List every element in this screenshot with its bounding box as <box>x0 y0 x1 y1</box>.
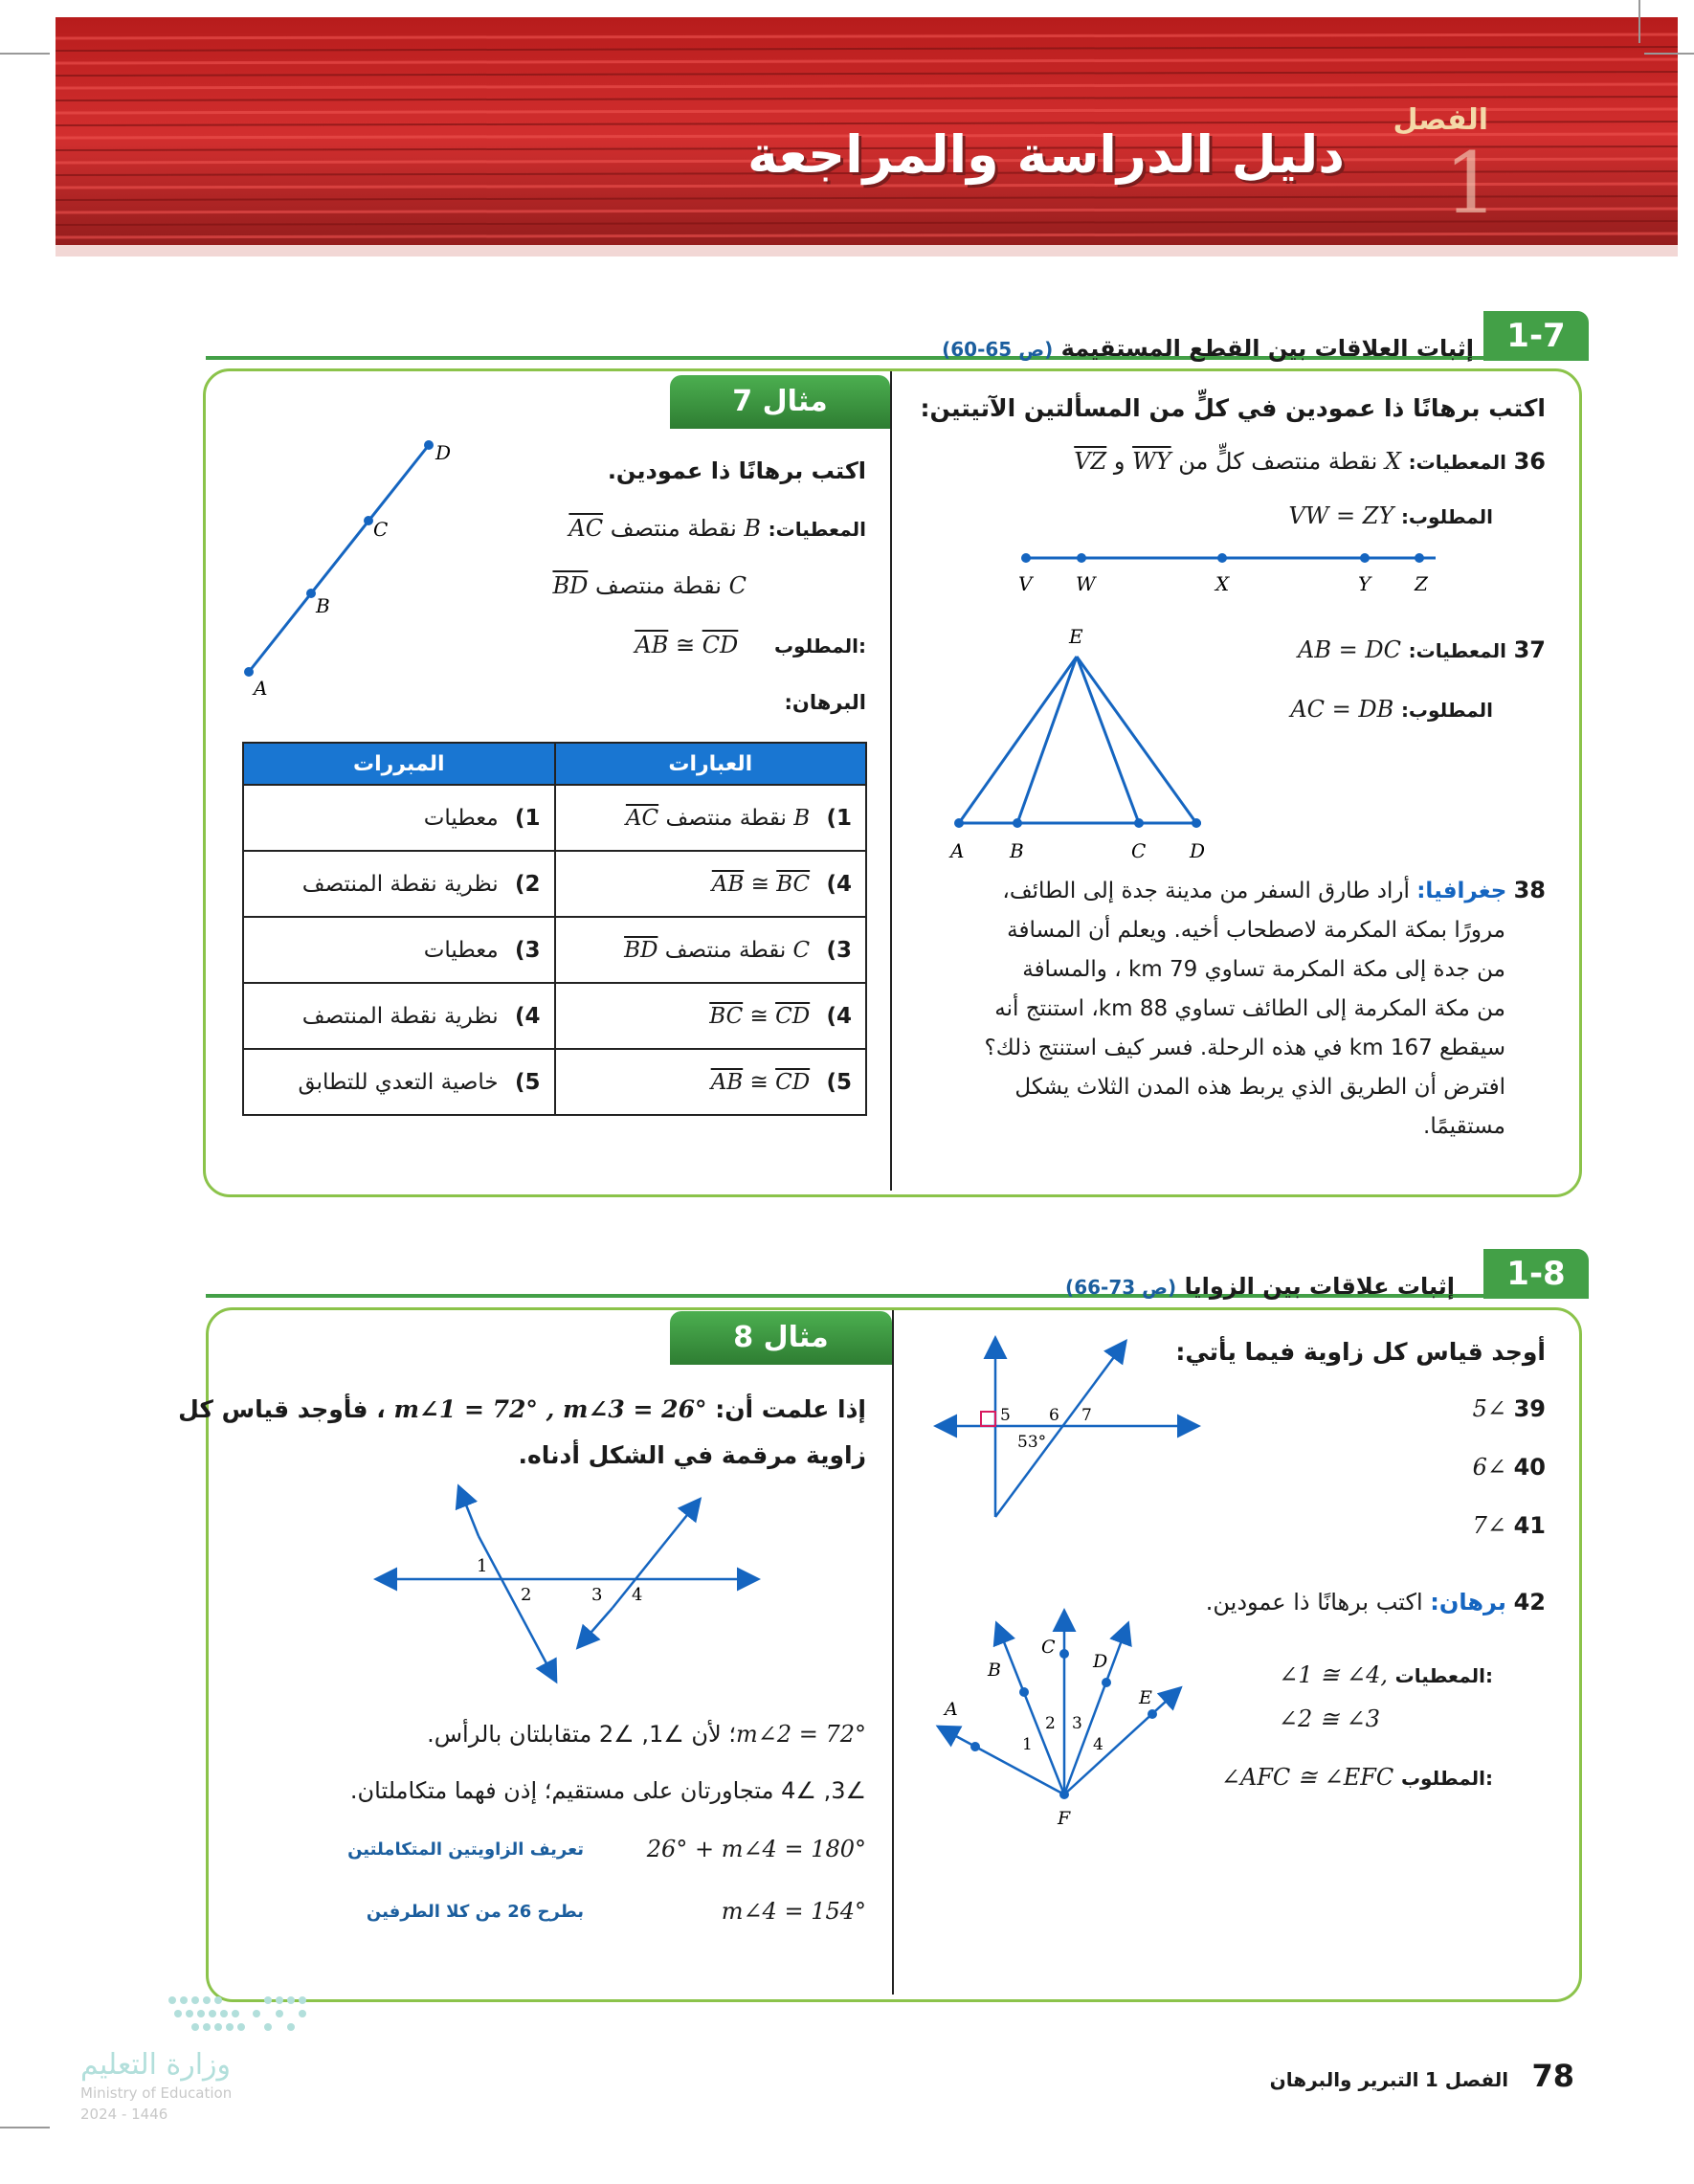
point-b: B <box>744 515 762 542</box>
step-4-reason: بطرح 26 من كلا الطرفين <box>366 1902 584 1922</box>
solution-step-3: 26° + m∠4 = 180° <box>646 1836 866 1862</box>
point-x <box>1217 553 1227 563</box>
reason-text: نظرية نقطة المنتصف <box>301 871 499 897</box>
angle: ∠5 <box>1472 1395 1506 1422</box>
section-title-text: إثبات العلاقات بين القطع المستقيمة <box>1060 335 1474 362</box>
angle-label-7: 7 <box>1081 1406 1092 1425</box>
ministry-logo <box>163 1991 316 2039</box>
label-e: E <box>1139 1687 1152 1708</box>
problem-42-given-2 <box>1279 1705 1380 1732</box>
segment-vz: VZ <box>1074 448 1107 475</box>
given-label: المعطيات: <box>1394 1664 1493 1687</box>
given-statement: ∠2 ≅ ∠3 <box>1278 1705 1380 1732</box>
congruent-symbol: ≅ <box>675 632 696 658</box>
statement-cell <box>555 1049 867 1115</box>
reason-cell <box>243 917 555 983</box>
label-c: C <box>1131 839 1147 862</box>
ministry-name-ar: وزارة التعليم <box>80 2048 232 2082</box>
segment-ab: $\overline{AB}$ <box>635 632 669 658</box>
problem-37-given <box>1298 636 1546 663</box>
problem-42-given <box>1279 1661 1493 1688</box>
intro-math: m∠1 = 72° , m∠3 = 26° <box>393 1395 707 1423</box>
example-8-figure <box>373 1483 766 1689</box>
table-row <box>243 1049 866 1115</box>
label-d: D <box>1093 1651 1108 1672</box>
angle-label-4: 4 <box>1093 1735 1103 1754</box>
row-number: 5) <box>514 1069 541 1095</box>
given-label: المعطيات: <box>1408 451 1506 474</box>
instruction: اكتب برهانًا ذا عمودين في كلٍّ من المسألتين الآتيتين: <box>920 394 1546 422</box>
topic-label: برهان: <box>1430 1589 1506 1616</box>
column-divider <box>890 371 892 1191</box>
label-z: Z <box>1415 572 1428 595</box>
reason-text: معطيات <box>423 805 499 831</box>
congruent-symbol: ≅ <box>750 871 769 897</box>
statement-text: نقطة منتصف <box>665 805 787 831</box>
row-number: 4) <box>826 871 852 897</box>
problem-number: 39 <box>1513 1395 1546 1422</box>
label-y: Y <box>1358 572 1371 595</box>
problem-38-line <box>952 871 1546 911</box>
angle-label-4: 4 <box>632 1585 643 1605</box>
angle: ∠7 <box>1472 1512 1506 1539</box>
example-7-figure <box>230 431 479 708</box>
row-number: 5) <box>826 1069 852 1095</box>
problem-37-prove <box>1290 696 1493 723</box>
row-number: 4) <box>514 1003 541 1029</box>
problem-number: 41 <box>1513 1512 1546 1539</box>
page-title: دليل الدراسة والمراجعة <box>747 124 1345 185</box>
segment-wy: WY <box>1132 448 1171 475</box>
reason-text: نظرية نقطة المنتصف <box>301 1003 499 1029</box>
row-number: 2) <box>514 871 541 897</box>
example-tab: مثال 8 <box>670 1311 892 1365</box>
section-pages: (ص 73-66) <box>1065 1276 1177 1299</box>
angle-label-2: 2 <box>1045 1714 1056 1733</box>
label-e: E <box>1069 625 1083 648</box>
footer-chapter-title: التبرير والبرهان <box>1269 2068 1419 2091</box>
label-b: B <box>988 1660 1001 1681</box>
problem-number: 38 <box>1513 877 1546 903</box>
problem-36-prove <box>1288 502 1493 529</box>
row-number: 3) <box>514 937 541 963</box>
step-3-reason: تعريف الزاويتين المتكاملتين <box>347 1839 584 1860</box>
step-text: ؛ لأن ∠1, ∠2 متقابلتان بالرأس. <box>427 1721 736 1748</box>
crop-mark <box>1638 0 1640 43</box>
label-d: D <box>1190 839 1206 862</box>
label-b: B <box>316 594 330 617</box>
problem-39 <box>1473 1395 1546 1422</box>
point: C <box>792 937 811 963</box>
label-a: A <box>945 1699 958 1720</box>
segment: $\overline{BC}$ <box>776 871 811 897</box>
prove-statement: AC = DB <box>1290 696 1394 723</box>
text-line: سيقطع 167 km في هذه الرحلة. فسر كيف استنتج ذلك؟ <box>984 1036 1505 1060</box>
segment: AC <box>625 805 659 831</box>
problem-text: اكتب برهانًا ذا عمودين. <box>1205 1589 1423 1616</box>
point-c: C <box>728 572 747 599</box>
segment-ac: AC <box>568 515 604 542</box>
problem-42 <box>1206 1589 1546 1616</box>
table-row <box>243 785 866 851</box>
congruent-symbol: ≅ <box>749 1069 769 1095</box>
row-number: 3) <box>826 937 852 963</box>
example-prove <box>635 632 866 658</box>
section-title-text: إثبات علاقات بين الزوايا <box>1184 1273 1455 1300</box>
prove-statement: VW = ZY <box>1288 502 1394 529</box>
example-intro-line-1 <box>178 1395 866 1423</box>
problem-number: 40 <box>1513 1454 1546 1481</box>
reason-cell <box>243 1049 555 1115</box>
table-row <box>243 851 866 917</box>
point-w <box>1077 553 1086 563</box>
angle-label-5: 5 <box>1000 1406 1011 1425</box>
angle-label-3: 3 <box>591 1585 603 1605</box>
problem-number: 42 <box>1513 1589 1546 1616</box>
row-number: 1) <box>514 805 541 831</box>
angle-label-53: 53° <box>1017 1433 1047 1452</box>
label-b: B <box>1010 839 1024 862</box>
reason-cell <box>243 785 555 851</box>
given-label: المعطيات: <box>768 518 866 541</box>
intro-text: إذا علمت أن: <box>715 1395 866 1423</box>
proof-table <box>242 742 867 1116</box>
instruction: أوجد قياس كل زاوية فيما يأتي: <box>1175 1338 1546 1366</box>
section-number: 1-7 <box>1483 311 1589 361</box>
segment: BD <box>624 937 658 963</box>
problem-number: 36 <box>1513 448 1546 475</box>
right-angle-mark <box>981 1412 995 1426</box>
table-row <box>243 917 866 983</box>
example-given-1 <box>568 515 866 542</box>
point: B <box>793 805 811 831</box>
statement-cell <box>555 917 867 983</box>
footer-chapter: الفصل 1 <box>1424 2068 1509 2091</box>
label-d: D <box>435 441 452 464</box>
example-given-2 <box>552 572 747 599</box>
given-statement: AB = DC <box>1298 636 1401 663</box>
problem-41 <box>1473 1512 1546 1539</box>
label-c: C <box>373 518 389 541</box>
problem-42-prove <box>1221 1764 1493 1791</box>
segment: $\overline{AB}$ <box>711 871 745 897</box>
edition-year: 2024 - 1446 <box>80 2106 168 2123</box>
problem-38 <box>952 871 1546 1147</box>
label-c: C <box>1041 1637 1056 1658</box>
intro-text: ، فأوجد قياس كل <box>178 1395 386 1423</box>
problem-40 <box>1473 1454 1546 1481</box>
section-pages: (ص 65-60) <box>942 338 1054 361</box>
point-v <box>1021 553 1031 563</box>
label-v: V <box>1018 572 1033 595</box>
crop-mark <box>0 2127 50 2128</box>
segment: $\overline{CD}$ <box>775 1003 811 1029</box>
angle-label-1: 1 <box>477 1556 488 1576</box>
prove-label: المطلوب: <box>1400 505 1493 528</box>
given-text: نقطة منتصف كلٍّ من <box>1178 448 1378 475</box>
text-line: أراد طارق السفر من مدينة جدة إلى الطائف، <box>1002 879 1410 903</box>
text-line: افترض أن الطريق الذي يربط هذه المدن الثلاث يشكل <box>1014 1075 1505 1100</box>
example-instruction: اكتب برهانًا ذا عمودين. <box>607 457 866 484</box>
col-statements: العبارات <box>555 743 867 785</box>
point-y <box>1360 553 1370 563</box>
page-number: 78 <box>1531 2058 1574 2094</box>
example-intro-line-2: زاوية مرقمة في الشكل أدناه. <box>518 1441 866 1469</box>
topic-label: جغرافيا: <box>1416 879 1507 903</box>
segment: $\overline{CD}$ <box>775 1069 811 1095</box>
point-z <box>1415 553 1424 563</box>
prove-statement: ∠AFC ≅ ∠EFC <box>1220 1764 1394 1791</box>
angle-label-1: 1 <box>1022 1735 1033 1754</box>
chapter-label: الفصل <box>1393 103 1488 137</box>
given-statement: ∠1 ≅ ∠4, <box>1279 1661 1389 1688</box>
given-text: نقطة منتصف <box>594 572 722 599</box>
section-title <box>942 335 1474 362</box>
label-w: W <box>1076 572 1096 595</box>
row-number: 1) <box>826 805 852 831</box>
and-text: و <box>1113 448 1126 475</box>
label-a: A <box>950 839 965 862</box>
column-divider <box>892 1310 894 1995</box>
segment-bd: BD <box>552 572 589 599</box>
crop-mark <box>0 53 50 55</box>
problem-42-figure <box>928 1608 1206 1847</box>
label-x: X <box>1215 572 1230 595</box>
step-math: m∠2 = 72° <box>735 1721 866 1748</box>
solution-step-1 <box>427 1721 866 1748</box>
reason-text: خاصية التعدي للتطابق <box>298 1069 499 1095</box>
solution-step-4: m∠4 = 154° <box>721 1898 866 1925</box>
statement-cell <box>555 851 867 917</box>
text-line: مرورًا بمكة المكرمة لاصطحاب أخيه. ويعلم أن المسافة <box>1007 918 1505 943</box>
chapter-number: 1 <box>1444 134 1498 233</box>
given-text: نقطة منتصف <box>610 515 737 542</box>
prove-label: المطلوب: <box>773 635 866 657</box>
prove-label: المطلوب: <box>1400 699 1493 722</box>
reason-cell <box>243 983 555 1049</box>
point-x: X <box>1384 448 1401 475</box>
prove-label: المطلوب: <box>1400 1767 1493 1790</box>
problem-number: 37 <box>1513 636 1546 663</box>
statement-cell <box>555 983 867 1049</box>
example-tab: مثال 7 <box>670 375 890 429</box>
problem-36-given <box>1074 448 1546 475</box>
segment: $\overline{BC}$ <box>709 1003 744 1029</box>
problem-37-figure <box>943 622 1220 866</box>
row-number: 4) <box>826 1003 852 1029</box>
proof-label: البرهان: <box>784 691 866 714</box>
section-number: 1-8 <box>1483 1249 1589 1299</box>
col-reasons: المبررات <box>243 743 555 785</box>
problem-36-figure <box>1005 541 1445 598</box>
text-line: مستقيمًا. <box>1423 1114 1505 1139</box>
segment: $\overline{AB}$ <box>710 1069 744 1095</box>
angle-label-6: 6 <box>1049 1406 1059 1425</box>
statement-text: نقطة منتصف <box>664 937 787 963</box>
table-row <box>243 983 866 1049</box>
angles-figure <box>933 1335 1201 1527</box>
label-a: A <box>254 677 268 700</box>
segment-cd: $\overline{CD}$ <box>702 632 739 658</box>
given-label: المعطيات: <box>1408 639 1506 662</box>
angle-label-3: 3 <box>1072 1714 1082 1733</box>
angle-label-2: 2 <box>521 1585 532 1605</box>
text-line: من مكة المكرمة إلى الطائف تساوي 88 km، استنتج أنه <box>994 996 1505 1021</box>
statement-cell <box>555 785 867 851</box>
angle: ∠6 <box>1472 1454 1506 1481</box>
reason-cell <box>243 851 555 917</box>
congruent-symbol: ≅ <box>749 1003 769 1029</box>
ministry-name-en: Ministry of Education <box>80 2084 233 2102</box>
section-title <box>1065 1273 1455 1300</box>
label-f: F <box>1058 1808 1071 1829</box>
reason-text: معطيات <box>423 937 499 963</box>
text-line: من جدة إلى مكة المكرمة تساوي 79 km ، والمسافة <box>1022 957 1505 982</box>
crop-mark <box>1644 53 1694 55</box>
page-footer <box>1270 2058 1574 2094</box>
solution-step-2: ∠3, ∠4 متجاورتان على مستقيم؛ إذن فهما متكاملتان. <box>349 1777 866 1804</box>
